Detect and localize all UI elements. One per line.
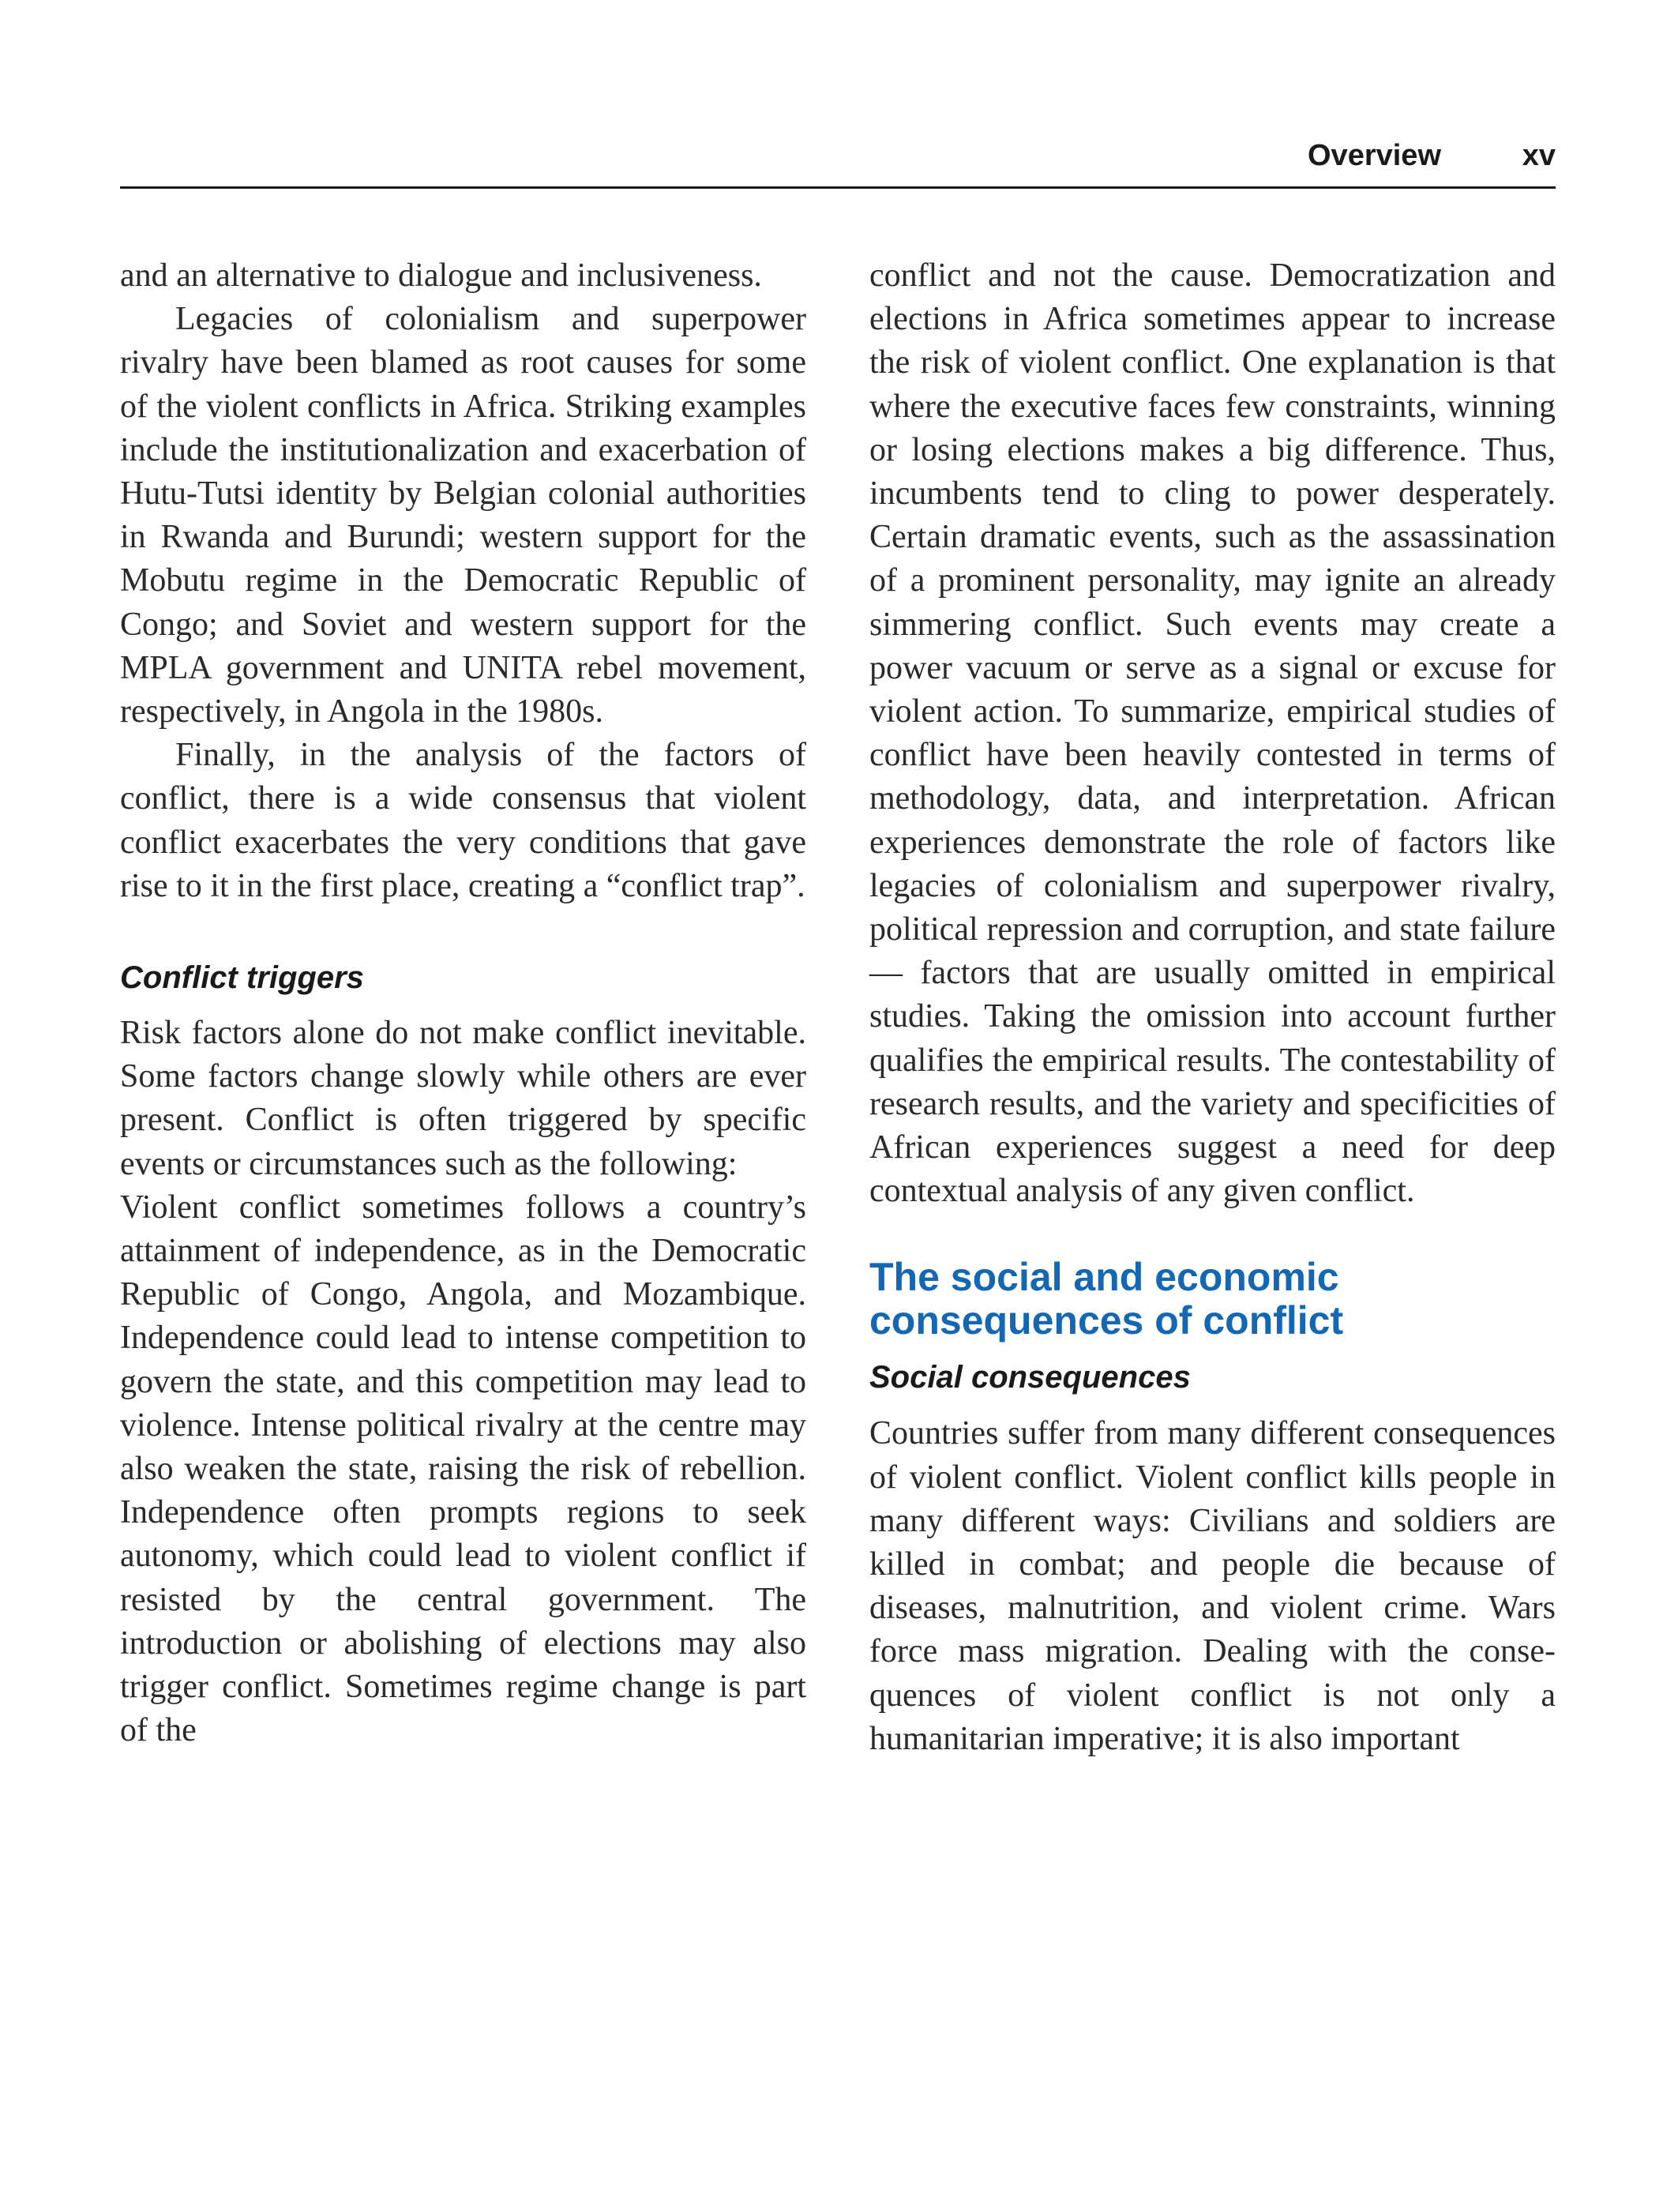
running-head-section: Overview [1308,139,1441,172]
subheading-social-consequences: Social consequences [869,1360,1191,1395]
paragraph: Violent conflict sometimes follows a country’s attainment of independence, as in the Democratic Republic of Congo, Angola, and Mozambique. Independence could lead to intense competition to govern the state, and this competition may lead to violence. Intense political rivalry at the centre may also weaken the state, raising the risk of rebellion. Independence often prompts regions to seek autonomy, which could lead to violent conflict if resisted by the central government. The introduction or abolishing of elections may also trigger conflict. Sometimes regime change is part of the [120,1189,806,1749]
paragraph: Finally, in the analysis of the factors of conflict, there is a wide consensus that violent conflict exacerbates the very conditions that gave rise to it in the first place, creating a “conflict trap”. [120,737,806,904]
paragraph: and an alternative to dialogue and inclusiveness. [120,257,762,294]
paragraph: Legacies of colonialism and superpower rivalry have been blamed as root causes for some of the violent conflicts in Africa. Striking examples include the institutionalization and exacerbation of Hutu-Tutsi identity by Belgian colonial authorities in Rwanda and Burundi; western support for the Mobutu regime in the Democratic Republic of Congo; and Soviet and western support for the MPLA government and UNITA rebel movement, respectively, in Angola in the 1980s. [120,301,806,730]
page-number: xv [1522,139,1556,172]
section-heading [869,1256,1556,1343]
paragraph: conflict and not the cause. Democratization and elections in Africa sometimes appear to increase the risk of violent conflict. One explanation is that where the executive faces few constraints, winning or losing elections makes a big difference. Thus, incumbents tend to cling to power desperately. Certain dramatic events, such as the assassination of a prominent personality, may ignite an already simmering conflict. Such events may create a power vacuum or serve as a signal or excuse for violent action. To summarize, empirical studies of conflict have been heavily contested in terms of methodology, data, and interpretation. African experiences demonstrate the role of factors like legacies of colonialism and superpower rivalry, political repression and corruption, and state failure — factors that are usually omitted in empirical studies. Taking the omission into account further qualifies the empirical results. The contestability of research results, and the variety and specificities of African experiences suggest a need for deep contextual analysis of any given conflict. [869,257,1556,1210]
header-rule [120,186,1556,189]
section-heading-line-1: The social and economic [869,1255,1339,1300]
section-heading-line-2: consequences of conflict [869,1298,1344,1343]
right-column [869,254,1556,1761]
paragraph: Risk factors alone do not make conflict inevitable. Some factors change slowly while others are ever present. Conflict is often triggered by specific events or circumstances such as the following: [120,1015,806,1182]
left-column [120,254,806,1753]
subheading-conflict-triggers: Conflict triggers [120,960,364,996]
paragraph: Countries suffer from many different consequences of violent conflict. Violent conflict kills people in many different ways: Civilians and soldiers are killed in combat; and people die because of diseases, malnutrition, and violent crime. Wars force mass migration. Dealing with the consequences of violent conflict is not only a humanitarian imperative; it is also important [869,1415,1556,1757]
running-head [120,136,1556,175]
